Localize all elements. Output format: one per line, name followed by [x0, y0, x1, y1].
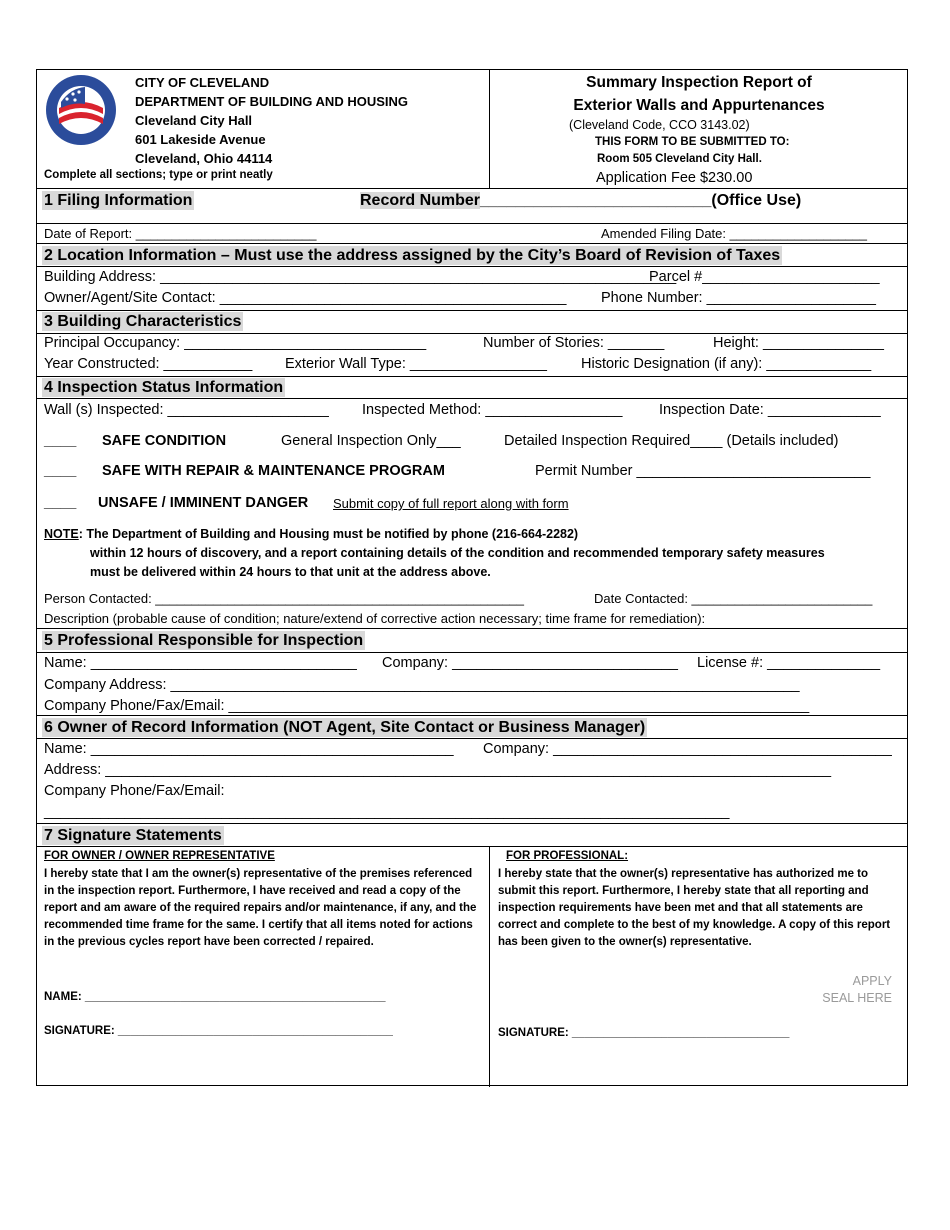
professional-company-field[interactable]: Company: ____________________________: [382, 655, 678, 671]
title-line2: Exterior Walls and Appurtenances: [573, 97, 825, 114]
company-address-field[interactable]: Company Address: ______________________________________________________________________________: [44, 677, 800, 693]
number-of-stories-field[interactable]: Number of Stories: _______: [483, 335, 665, 351]
professional-heading: FOR PROFESSIONAL:: [506, 850, 629, 862]
divider: [37, 188, 907, 189]
header-city: CITY OF CLEVELAND: [135, 75, 270, 90]
apply-seal-label: APPLY: [852, 974, 892, 988]
record-number-label: Record Number: [360, 192, 481, 209]
owner-address-field[interactable]: Address: __________________________________________________________________________________________: [44, 762, 832, 778]
safe-condition-label: SAFE CONDITION: [102, 433, 227, 449]
record-number-field[interactable]: [360, 191, 801, 210]
note-line1: [44, 525, 578, 543]
unsafe-label: UNSAFE / IMMINENT DANGER: [98, 495, 309, 511]
inspection-date-field[interactable]: Inspection Date: ______________: [659, 402, 881, 418]
divider: [37, 823, 907, 824]
note-label: NOTE: [44, 527, 79, 541]
divider: [37, 376, 907, 377]
section7-title: 7 Signature Statements: [44, 827, 222, 844]
divider: [37, 223, 907, 224]
owner-phone-label[interactable]: Company Phone/Fax/Email:: [44, 783, 225, 799]
divider: [37, 715, 907, 716]
owner-name-field[interactable]: Name: _____________________________________________: [44, 741, 454, 757]
title-line1: Summary Inspection Report of: [586, 74, 812, 91]
owner-phone-line[interactable]: _____________________________________________________________________________________: [44, 804, 730, 820]
amended-filing-date-field[interactable]: Amended Filing Date: ___________________: [601, 226, 867, 241]
seal-here-label: SEAL HERE: [822, 991, 892, 1005]
height-field[interactable]: Height: _______________: [713, 335, 884, 351]
owner-name-signature-field[interactable]: NAME: _______________________________________________: [44, 991, 386, 1003]
header-street: 601 Lakeside Avenue: [135, 132, 266, 147]
seal-icon: [45, 74, 117, 146]
owner-contact-field[interactable]: Owner/Agent/Site Contact: ___________________________________________: [44, 290, 567, 306]
record-number-blank: __________________________: [480, 192, 712, 209]
unsafe-checkbox[interactable]: ____: [44, 495, 77, 511]
exterior-wall-type-field[interactable]: Exterior Wall Type: _________________: [285, 356, 547, 372]
divider: [37, 738, 907, 739]
phone-number-field[interactable]: Phone Number: _____________________: [601, 290, 876, 306]
professional-statement: I hereby state that the owner(s) representative has authorized me to submit this report. Furthermore, I hereby state that all reporting and inspection requirements have been met and that all statements are correct and complete to the best of my knowledge. A copy of this report has been given to the owner(s) representative.: [498, 868, 891, 948]
note-line3: must be delivered within 24 hours to that unit at the address above.: [90, 565, 491, 579]
signature-divider: [489, 846, 490, 1087]
section2-title: 2 Location Information – Must use the address assigned by the City’s Board of Revision of Taxes: [44, 247, 781, 264]
year-constructed-field[interactable]: Year Constructed: ___________: [44, 356, 253, 372]
note-line1-text: : The Department of Building and Housing must be notified by phone (216-664-2282): [78, 527, 579, 541]
safe-condition-checkbox[interactable]: ____: [44, 433, 77, 449]
header-instructions: Complete all sections; type or print neatly: [44, 169, 273, 181]
office-use-label: (Office Use): [711, 192, 802, 209]
date-of-report-field[interactable]: Date of Report: _________________________: [44, 226, 317, 241]
owner-company-field[interactable]: Company: __________________________________________: [483, 741, 892, 757]
detailed-inspection-field[interactable]: Detailed Inspection Required____ (Details included): [504, 433, 839, 449]
safe-repair-checkbox[interactable]: ____: [44, 463, 77, 479]
safe-repair-label: SAFE WITH REPAIR & MAINTENANCE PROGRAM: [102, 463, 445, 479]
license-field[interactable]: License #: ______________: [697, 655, 881, 671]
owner-signature-field[interactable]: SIGNATURE: ___________________________________________: [44, 1025, 393, 1037]
inspection-form: [36, 69, 908, 1086]
walls-inspected-field[interactable]: Wall (s) Inspected: ____________________: [44, 402, 329, 418]
divider: [37, 266, 907, 267]
submit-room: Room 505 Cleveland City Hall.: [597, 153, 762, 165]
divider: [37, 652, 907, 653]
divider: [37, 243, 907, 244]
submit-copy-note: Submit copy of full report along with form: [333, 496, 569, 511]
section5-title: 5 Professional Responsible for Inspection: [44, 632, 364, 649]
city-seal: [45, 74, 117, 146]
submit-to: THIS FORM TO BE SUBMITTED TO:: [595, 136, 790, 148]
owner-heading: FOR OWNER / OWNER REPRESENTATIVE: [44, 850, 275, 862]
divider: [37, 310, 907, 311]
section4-title: 4 Inspection Status Information: [44, 379, 284, 396]
header-building: Cleveland City Hall: [135, 113, 253, 128]
person-contacted-field[interactable]: Person Contacted: ___________________________________________________: [44, 591, 525, 606]
historic-designation-field[interactable]: Historic Designation (if any): _____________: [581, 356, 872, 372]
permit-number-field[interactable]: Permit Number _____________________________: [535, 463, 871, 479]
divider: [37, 398, 907, 399]
general-inspection-field[interactable]: General Inspection Only___: [281, 433, 461, 449]
header-department: DEPARTMENT OF BUILDING AND HOUSING: [135, 94, 408, 109]
parcel-field[interactable]: Parcel #______________________: [649, 269, 880, 285]
header-city-state-zip: Cleveland, Ohio 44114: [135, 151, 273, 166]
owner-statement: I hereby state that I am the owner(s) representative of the premises referenced in the inspection report. Furthermore, I have received and read a copy of the report and am aware of the required repairs and/or maintenance, if any, and the recommended time frame for the same. I certify that all items noted for actions in the previous cycles report have been corrected / repaired.: [44, 868, 477, 948]
inspected-method-field[interactable]: Inspected Method: _________________: [362, 402, 623, 418]
section1-title: 1 Filing Information: [44, 192, 193, 209]
section6-title: 6 Owner of Record Information (NOT Agent, Site Contact or Business Manager): [44, 719, 646, 736]
professional-signature-field[interactable]: SIGNATURE: __________________________________: [498, 1027, 790, 1039]
divider: [37, 846, 907, 847]
company-phone-field[interactable]: Company Phone/Fax/Email: ________________________________________________________________________: [44, 698, 810, 714]
divider: [37, 628, 907, 629]
note-line2: within 12 hours of discovery, and a report containing details of the condition and recommended temporary safety measures: [90, 546, 825, 560]
building-address-field[interactable]: Building Address: ________________________________________________________________: [44, 269, 677, 285]
date-contacted-field[interactable]: Date Contacted: _________________________: [594, 591, 873, 606]
code-reference: (Cleveland Code, CCO 3143.02): [569, 118, 750, 132]
description-label[interactable]: Description (probable cause of condition; nature/extend of corrective action necessary; time frame for remediation):: [44, 611, 706, 626]
section3-title: 3 Building Characteristics: [44, 313, 242, 330]
application-fee: Application Fee $230.00: [596, 170, 753, 186]
professional-name-field[interactable]: Name: _________________________________: [44, 655, 357, 671]
principal-occupancy-field[interactable]: Principal Occupancy: ______________________________: [44, 335, 427, 351]
